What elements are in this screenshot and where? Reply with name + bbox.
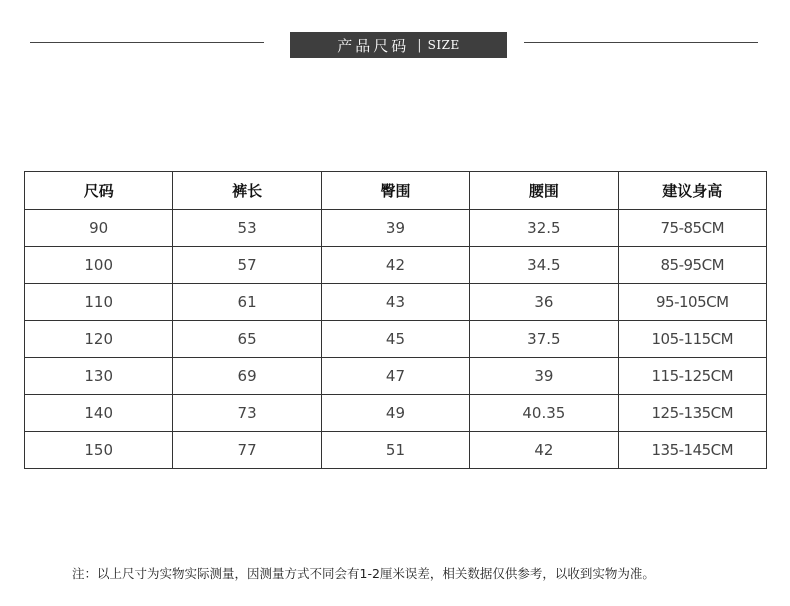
- cell-hip: 49: [321, 395, 469, 432]
- cell-pants-length: 77: [173, 432, 321, 469]
- left-divider-line: [30, 42, 264, 43]
- cell-hip: 47: [321, 358, 469, 395]
- cell-size: 140: [25, 395, 173, 432]
- table-row: [25, 284, 767, 321]
- column-header-size: 尺码: [25, 172, 173, 210]
- cell-pants-length: 53: [173, 210, 321, 247]
- column-header-waist: 腰围: [470, 172, 618, 210]
- cell-size: 110: [25, 284, 173, 321]
- table-row: [25, 321, 767, 358]
- title-separator: |: [417, 37, 422, 53]
- cell-pants-length: 69: [173, 358, 321, 395]
- cell-waist: 39: [470, 358, 618, 395]
- cell-suggested-height: 135-145CM: [618, 432, 766, 469]
- table-row: [25, 395, 767, 432]
- cell-suggested-height: 105-115CM: [618, 321, 766, 358]
- size-chart-table: [24, 171, 767, 469]
- size-title-banner: [290, 32, 507, 58]
- title-cn: 产品尺码: [337, 36, 410, 55]
- cell-suggested-height: 95-105CM: [618, 284, 766, 321]
- cell-pants-length: 61: [173, 284, 321, 321]
- cell-hip: 45: [321, 321, 469, 358]
- table-header-row: [25, 172, 767, 210]
- cell-size: 100: [25, 247, 173, 284]
- cell-hip: 42: [321, 247, 469, 284]
- cell-suggested-height: 85-95CM: [618, 247, 766, 284]
- cell-size: 90: [25, 210, 173, 247]
- measurement-note: 注：以上尺寸为实物实际测量，因测量方式不同会有1-2厘米误差，相关数据仅供参考，以收到实物为准。: [72, 566, 655, 581]
- table-row: [25, 358, 767, 395]
- cell-size: 130: [25, 358, 173, 395]
- table-row: [25, 247, 767, 284]
- cell-pants-length: 65: [173, 321, 321, 358]
- cell-waist: 40.35: [470, 395, 618, 432]
- cell-waist: 37.5: [470, 321, 618, 358]
- cell-hip: 39: [321, 210, 469, 247]
- title-en: SIZE: [427, 38, 460, 52]
- cell-hip: 51: [321, 432, 469, 469]
- cell-suggested-height: 115-125CM: [618, 358, 766, 395]
- cell-suggested-height: 75-85CM: [618, 210, 766, 247]
- cell-waist: 36: [470, 284, 618, 321]
- column-header-pants-length: 裤长: [173, 172, 321, 210]
- cell-waist: 42: [470, 432, 618, 469]
- cell-pants-length: 73: [173, 395, 321, 432]
- column-header-hip: 臀围: [321, 172, 469, 210]
- cell-hip: 43: [321, 284, 469, 321]
- table-row: [25, 210, 767, 247]
- cell-waist: 32.5: [470, 210, 618, 247]
- table-row: [25, 432, 767, 469]
- cell-pants-length: 57: [173, 247, 321, 284]
- cell-size: 120: [25, 321, 173, 358]
- column-header-suggested-height: 建议身高: [618, 172, 766, 210]
- cell-size: 150: [25, 432, 173, 469]
- cell-suggested-height: 125-135CM: [618, 395, 766, 432]
- cell-waist: 34.5: [470, 247, 618, 284]
- right-divider-line: [524, 42, 758, 43]
